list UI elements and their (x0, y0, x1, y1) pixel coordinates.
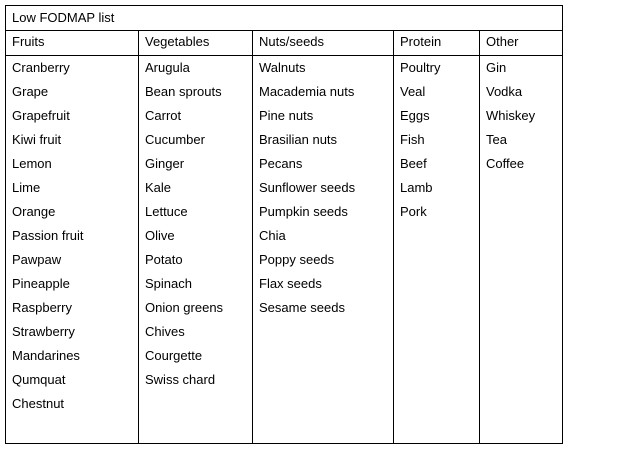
table-title-row (6, 6, 562, 31)
column-header-vegetables: Vegetables (139, 31, 252, 56)
list-item: Pecans (259, 156, 303, 171)
list-item: Veal (400, 84, 426, 99)
list-item: Lettuce (145, 204, 188, 219)
column-fruits (6, 31, 138, 443)
list-item: Raspberry (12, 300, 72, 315)
list-item: Vodka (486, 84, 523, 99)
column-vegetables (138, 31, 252, 443)
column-header-protein: Protein (394, 31, 479, 56)
column-items-nuts-seeds (253, 56, 393, 320)
list-item: Chives (145, 324, 185, 339)
list-item: Lamb (400, 180, 433, 195)
list-item: Brasilian nuts (259, 132, 338, 147)
column-items-fruits (6, 56, 138, 416)
list-item: Pawpaw (12, 252, 62, 267)
list-item: Orange (12, 204, 56, 219)
column-other (479, 31, 562, 443)
column-protein (393, 31, 479, 443)
list-item: Cucumber (145, 132, 205, 147)
list-item: Coffee (486, 156, 525, 171)
list-item: Beef (400, 156, 427, 171)
list-item: Qumquat (12, 372, 66, 387)
column-header-fruits: Fruits (6, 31, 138, 56)
list-item: Sunflower seeds (259, 180, 356, 195)
list-item: Walnuts (259, 60, 306, 75)
list-item: Arugula (145, 60, 190, 75)
list-item: Fish (400, 132, 425, 147)
list-item: Gin (486, 60, 507, 75)
list-item: Olive (145, 228, 175, 243)
list-item: Pine nuts (259, 108, 314, 123)
list-item: Chia (259, 228, 286, 243)
list-item: Tea (486, 132, 507, 147)
list-item: Passion fruit (12, 228, 84, 243)
column-items-protein (394, 56, 479, 224)
list-item: Poultry (400, 60, 441, 75)
list-item: Mandarines (12, 348, 80, 363)
list-item: Potato (145, 252, 183, 267)
list-item: Flax seeds (259, 276, 322, 291)
list-item: Bean sprouts (145, 84, 222, 99)
list-item: Cranberry (12, 60, 70, 75)
column-header-other: Other (480, 31, 562, 56)
list-item: Grapefruit (12, 108, 70, 123)
list-item: Ginger (145, 156, 185, 171)
list-item: Spinach (145, 276, 192, 291)
list-item: Sesame seeds (259, 300, 345, 315)
column-items-vegetables (139, 56, 252, 392)
list-item: Pineapple (12, 276, 70, 291)
list-item: Strawberry (12, 324, 75, 339)
list-item: Pumpkin seeds (259, 204, 348, 219)
list-item: Grape (12, 84, 49, 99)
list-item: Lemon (12, 156, 52, 171)
list-item: Kale (145, 180, 172, 195)
list-item: Chestnut (12, 396, 65, 411)
list-item: Onion greens (145, 300, 224, 315)
table-title: Low FODMAP list (12, 10, 115, 25)
list-item: Poppy seeds (259, 252, 335, 267)
list-item: Swiss chard (145, 372, 216, 387)
column-header-nuts-seeds: Nuts/seeds (253, 31, 393, 56)
column-items-other (480, 56, 562, 176)
list-item: Lime (12, 180, 41, 195)
list-item: Courgette (145, 348, 203, 363)
list-item: Carrot (145, 108, 182, 123)
fodmap-table (5, 5, 563, 444)
list-item: Kiwi fruit (12, 132, 62, 147)
list-item: Whiskey (486, 108, 536, 123)
column-nuts-seeds (252, 31, 393, 443)
list-item: Eggs (400, 108, 430, 123)
list-item: Macademia nuts (259, 84, 355, 99)
list-item: Pork (400, 204, 427, 219)
